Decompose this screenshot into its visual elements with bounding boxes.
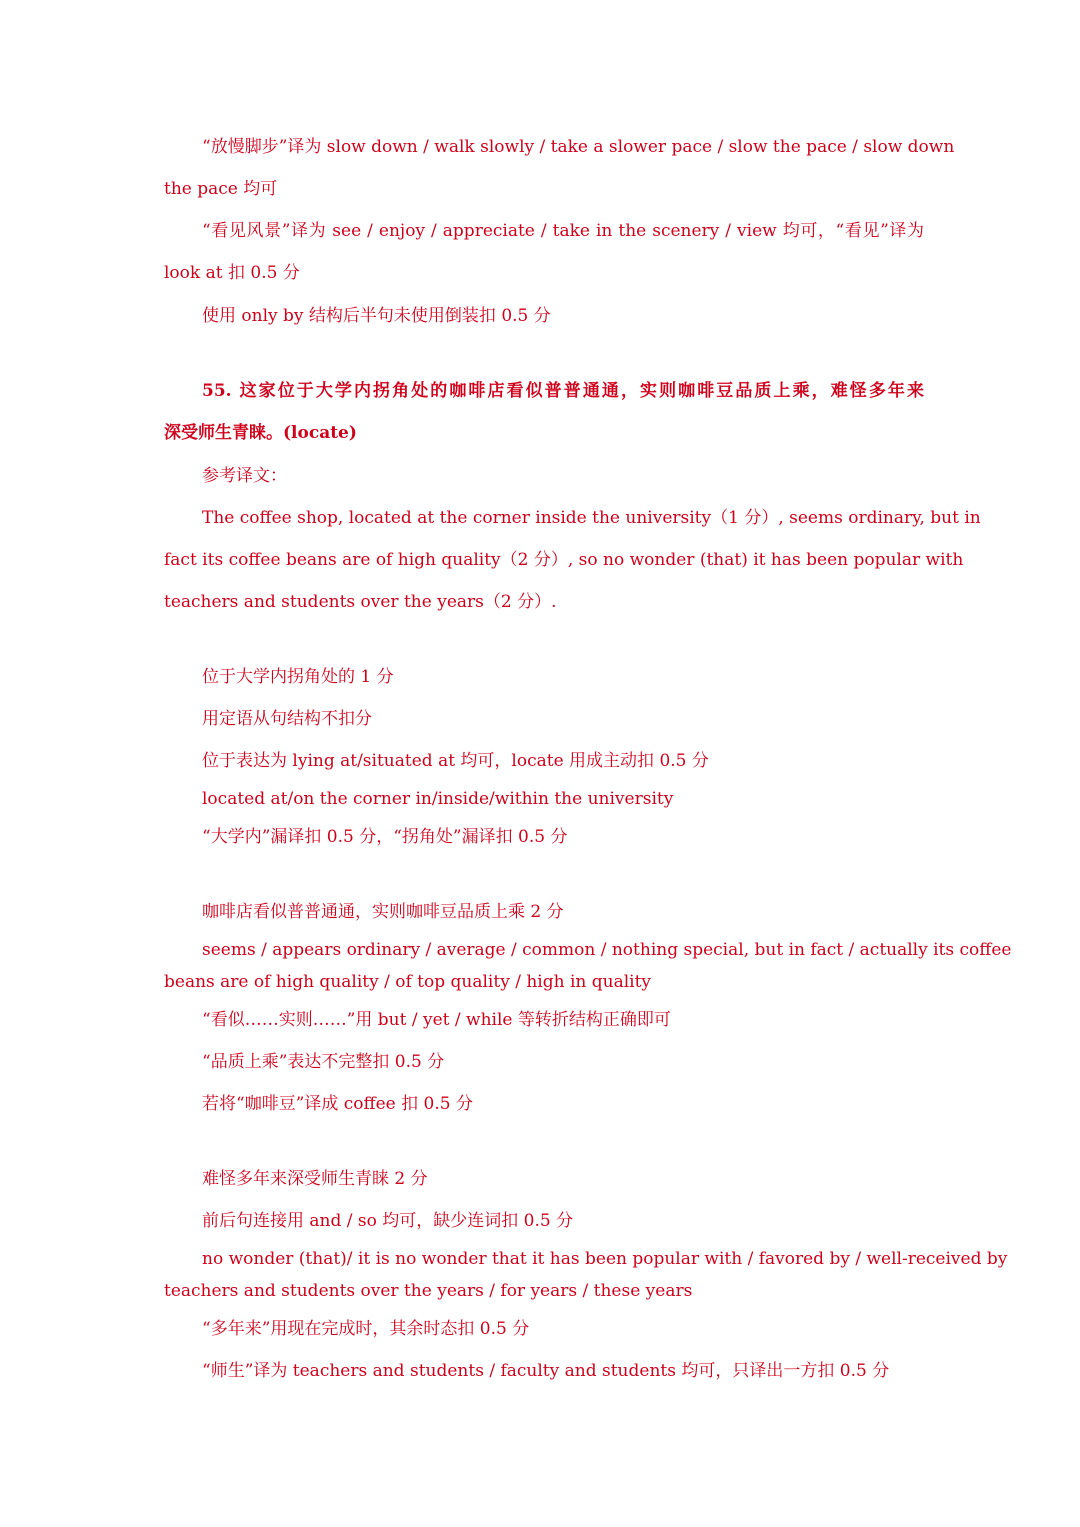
scoring-item: 位于表达为 lying at/situated at 均可，locate 用成主动扣 0.5 分 xyxy=(202,751,709,771)
question-title: 深受师生青睐。(locate) xyxy=(164,423,357,443)
scoring-item: 前后句连接用 and / so 均可，缺少连词扣 0.5 分 xyxy=(202,1211,574,1231)
question-title: 55. 这家位于大学内拐角处的咖啡店看似普普通通，实则咖啡豆品质上乘，难怪多年来 xyxy=(202,381,924,401)
text-line: look at 扣 0.5 分 xyxy=(164,263,300,283)
scoring-item: located at/on the corner in/inside/within the university xyxy=(202,789,674,809)
scoring-item: 若将“咖啡豆”译成 coffee 扣 0.5 分 xyxy=(202,1094,473,1114)
scoring-item: teachers and students over the years / for years / these years xyxy=(164,1281,693,1301)
scoring-item: “多年来”用现在完成时，其余时态扣 0.5 分 xyxy=(202,1319,530,1339)
scoring-item: “师生”译为 teachers and students / faculty and students 均可，只译出一方扣 0.5 分 xyxy=(202,1361,890,1381)
text-line: 使用 only by 结构后半句未使用倒装扣 0.5 分 xyxy=(202,306,551,326)
text-line: “看见风景”译为 see / enjoy / appreciate / take in the scenery / view 均可，“看见”译为 xyxy=(202,221,924,241)
reference-translation: teachers and students over the years（2 分）. xyxy=(164,592,557,612)
scoring-item: 咖啡店看似普普通通，实则咖啡豆品质上乘 2 分 xyxy=(202,902,564,922)
scoring-item: seems / appears ordinary / average / common / nothing special, but in fact / actually its coffee xyxy=(202,940,1012,960)
scoring-item: “品质上乘”表达不完整扣 0.5 分 xyxy=(202,1052,445,1072)
scoring-item: beans are of high quality / of top quality / high in quality xyxy=(164,972,652,992)
section-label: 参考译文： xyxy=(202,466,287,486)
scoring-item: “看似……实则……”用 but / yet / while 等转折结构正确即可 xyxy=(202,1010,671,1030)
reference-translation: fact its coffee beans are of high quality（2 分）, so no wonder (that) it has been popular with xyxy=(164,550,964,570)
text-line: “放慢脚步”译为 slow down / walk slowly / take a slower pace / slow the pace / slow down xyxy=(202,137,955,157)
scoring-item: 位于大学内拐角处的 1 分 xyxy=(202,667,394,687)
scoring-item: 用定语从句结构不扣分 xyxy=(202,709,372,729)
reference-translation: The coffee shop, located at the corner inside the university（1 分）, seems ordinary, but in xyxy=(202,508,981,528)
text-line: the pace 均可 xyxy=(164,179,278,199)
scoring-item: 难怪多年来深受师生青睐 2 分 xyxy=(202,1169,428,1189)
scoring-item: no wonder (that)/ it is no wonder that it has been popular with / favored by / well-received by xyxy=(202,1249,1008,1269)
scoring-item: “大学内”漏译扣 0.5 分，“拐角处”漏译扣 0.5 分 xyxy=(202,827,568,847)
